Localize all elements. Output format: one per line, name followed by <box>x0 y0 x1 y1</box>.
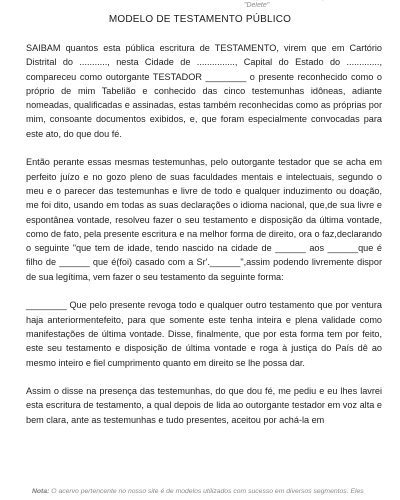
footer-note-label: Nota: <box>32 488 50 495</box>
footer-note <box>0 487 400 500</box>
document-body <box>26 41 382 441</box>
paragraph-closing: Assim o disse na presença das testemunhas, do que dou fé, me pediu e eu lhes lavrei esta escritura de testamento, a qual depois de lida ao outorgante testador em voz alta e bem clara, ante as testemunhas e tudo presentes, aceitou por achá-la em <box>26 386 382 425</box>
top-note <box>244 0 394 10</box>
top-note-line-2: "Delete" <box>244 2 270 9</box>
paragraph-revocation: ________ Que pelo presente revoga todo e qualquer outro testamento que por ventura haja anteriormentefeito, para que somente este tenha inteira e plena validade como manifestações de última vontade. Disse, finalmente, que por esta forma tem por feito, este seu testamento e disposição de última vontade e roga à justiça do País dê ao mesmo inteiro e fiel cumprimento quanto em direito se lhe possa dar. <box>26 300 382 368</box>
document-title: MODELO DE TESTAMENTO PÚBLICO <box>108 14 292 25</box>
footer-note-text: O acervo pertencente no nosso site é de modelos utilizados com sucesso em diversos segmentos. Eles <box>51 488 364 495</box>
paragraph-declaration: Então perante essas mesmas testemunhas, pelo outorgante testador que se acha em perfeito juízo e no gozo pleno de suas faculdades mentais e intelectuais, segundo o meu e o parecer das testemunhas e livre de todo e qualquer induzimento ou doação, me foi dito, usando em todas as suas declarações o idioma nacional, que,de sua livre e espontânea vontade, resolveu fazer o seu testamento e disposição da última vontade, como de fato, pela presente escritura e na melhor forma de direito, ora o faz,declarando o seguinte "que tem de idade, tendo nascido na cidade de ______ aos ______que é filho de ______ que é(foi) casado com a Sr'.______",assim podendo livremente dispor de sua legítima, vem fazer o seu testamento da seguinte forma: <box>26 157 382 282</box>
paragraph-intro: SAIBAM quantos esta pública escritura de TESTAMENTO, virem que em Cartório Distrital do ..........., nesta Cidade de ..............., Capital do Estado do ............., compareceu como outorgante TESTADOR ________ o presente reconhecido como o próprio de mim Tabelião e conhecido das cinco testemunhas idôneas, adiante nomeadas, qualificadas e assinadas, estas também reconhecidas como as próprias por mim, consoante documentos exibidos, e, que foram especialmente convocadas para este ato, do que dou fé. <box>26 43 382 139</box>
